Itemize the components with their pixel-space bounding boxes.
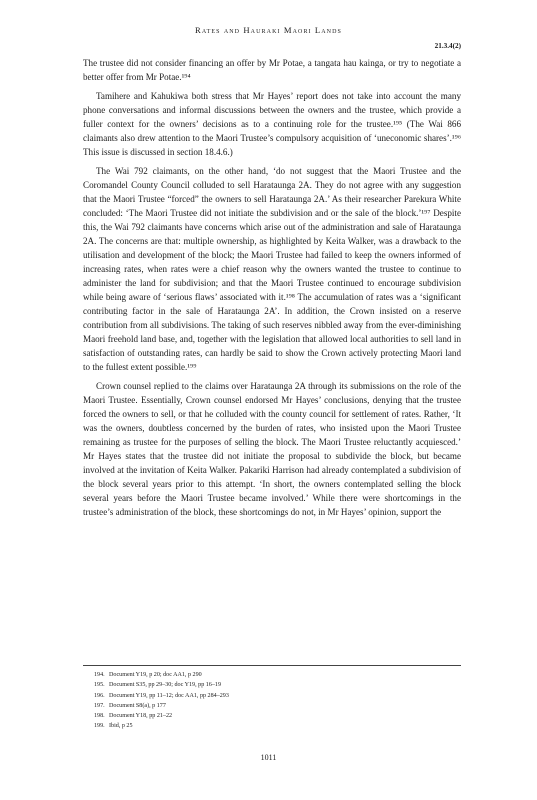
footnote-text: Document Y19, pp 11–12; doc AA1, pp 284–293 xyxy=(109,692,229,699)
footnote-text: Ibid, p 25 xyxy=(109,723,133,730)
footnote xyxy=(94,721,454,731)
body-text xyxy=(83,56,461,524)
running-header: Rates and Hauraki Maori Lands xyxy=(195,25,342,35)
page-number: 1011 xyxy=(260,753,277,762)
footnote xyxy=(94,701,454,711)
footnote-number: 199. xyxy=(94,723,105,730)
footnote xyxy=(94,670,454,680)
footnote xyxy=(94,680,454,690)
paragraph: Crown counsel replied to the claims over Harataunga 2A through its submissions on the role of the Maori Trustee. Essentially, Crown counsel endorsed Mr Hayes’ conclusions, denying that the trustee forced the owners to sell, or that he colluded with the county council for settlement of rates. Rather, ‘It was the owners, doubtless concerned by the burden of rates, who insisted upon the Maori Trustee remaining as trustee for the purposes of selling the block. The Maori Trustee reluctantly acquiesced.’ Mr Hayes states that the trustee did not initiate the proposal to subdivide the block, but became involved at the invitation of Keita Walker. Pakariki Harrison had already contemplated a subdivision of the block several years prior to this attempt. ‘In short, the owners contemplated selling the block several years before the Maori Trustee became involved.’ While there were shortcomings in the trustee’s administration of the block, these shortcomings do not, in Mr Hayes’ opinion, support the xyxy=(83,381,461,517)
footnote-number: 198. xyxy=(94,713,105,720)
paragraph: The trustee did not consider financing an offer by Mr Potae, a tangata hau kainga, or try to negotiate a better offer from Mr Potae.¹⁹⁴ xyxy=(83,58,461,82)
footnote-divider xyxy=(83,665,461,666)
footnote-text: Document S8(a), p 177 xyxy=(109,702,166,709)
footnote xyxy=(94,711,454,721)
footnote-number: 197. xyxy=(94,702,105,709)
paragraph: Tamihere and Kahukiwa both stress that Mr Hayes’ report does not take into account the many phone conversations and informal discussions between the owners and the trustee, which provide a fuller context for the owners’ decisions as to a continuing role for the trustee.¹⁹⁵ (The Wai 866 claimants also drew attention to the Maori Trustee’s compulsory acquisition of ‘uneconomic shares’.¹⁹⁶ This issue is discussed in section 18.4.6.) xyxy=(83,91,461,157)
footnote-number: 196. xyxy=(94,692,105,699)
footnote-number: 195. xyxy=(94,682,105,689)
footnote-text: Document S35, pp 29–30; doc Y19, pp 16–19 xyxy=(109,682,221,689)
footnote-text: Document Y18, pp 21–22 xyxy=(109,713,173,720)
footnotes xyxy=(94,670,454,732)
paragraph: The Wai 792 claimants, on the other hand, ‘do not suggest that the Maori Trustee and the Coromandel County Council colluded to sell Harataunga 2A. They do not agree with any suggestion that the Maori Trustee “forced” the owners to sell Harataunga 2A.’ As their researcher Parekura White concluded: ‘The Maori Trustee did not initiate the subdivision and or the sale of the block.’¹⁹⁷ Despite this, the Wai 792 claimants have concerns which arise out of the administration and sale of Harataunga 2A. The concerns are that: multiple ownership, as highlighted by Keita Walker, was a drawback to the utilisation and development of the block; the Maori Trustee had failed to keep the owners informed of increasing rates, when rates were a chief reason why the owners wanted the trustee to continue to administer the land for subdivision; and that the Maori Trustee continued to encourage subdivision while being aware of ‘serious flaws’ associated with it.¹⁹⁸ The accumulation of rates was a ‘significant contributing factor in the sale of Harataunga 2A’. In addition, the Crown insisted on a reserve contribution from all subdivisions. The taking of such reserves nibbled away from the ever-diminishing Maori freehold land base, and, together with the legislation that allowed local authorities to sell land in satisfaction of outstanding rates, can hardly be said to show the Crown actively protecting Maori land to the fullest extent possible.¹⁹⁹ xyxy=(83,166,461,372)
section-number: 21.3.4(2) xyxy=(434,42,461,50)
footnote-text: Document Y19, p 20; doc AA1, p 290 xyxy=(109,672,202,678)
footnote-number: 194. xyxy=(94,672,105,678)
footnote xyxy=(94,691,454,701)
